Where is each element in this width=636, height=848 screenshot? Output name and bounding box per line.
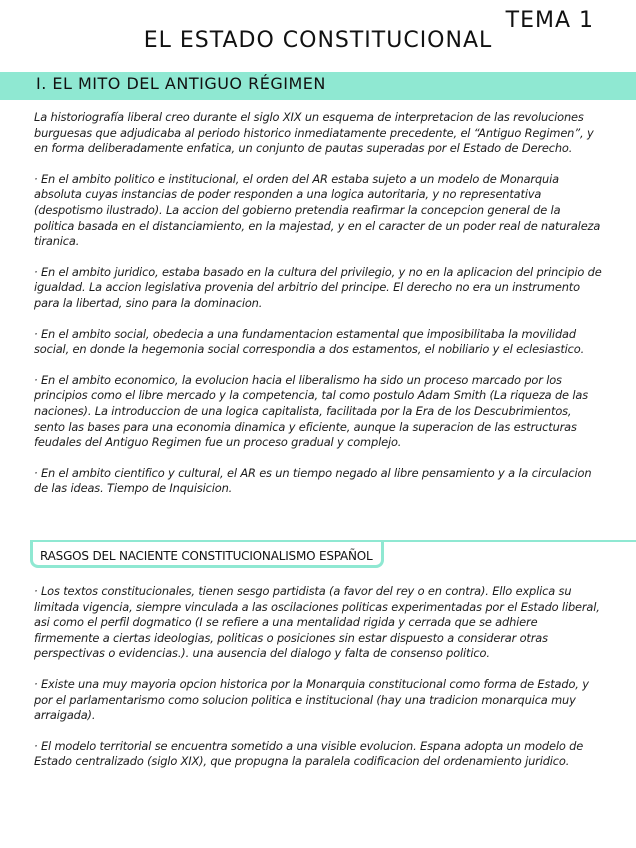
paragraph-juridico: · En el ambito juridico, estaba basado en la cultura del privilegio, y no en la aplicacion del principio de igualdad. La accion legislativa provenia del arbitrio del principe. El derecho no era un instrumento para la libertad, sino para la dominacion. bbox=[34, 264, 602, 310]
section-rasgos-body bbox=[34, 584, 604, 785]
subsection-title-rasgos: RASGOS DEL NACIENTE CONSTITUCIONALISMO ESPAÑOL bbox=[40, 549, 373, 563]
section-mito-body bbox=[34, 110, 604, 512]
paragraph-economico: · En el ambito economico, la evolucion hacia el liberalismo ha sido un proceso marcado por los principios como el libre mercado y la competencia, tal como postulo Adam Smith (La riqueza de las naciones). La introduccion de una logica capitalista, facilitada por la Era de los Descubrimientos, sento las bases para una economia dinamica y eficiente, aunque la superacion de las estructuras feudales del Antiguo Regimen fue un proceso gradual y complejo. bbox=[34, 372, 589, 450]
section-title-mito: I. EL MITO DEL ANTIGUO RÉGIMEN bbox=[36, 74, 326, 93]
paragraph-territorial: · El modelo territorial se encuentra sometido a una visible evolucion. Espana adopta un modelo de Estado centralizado (siglo XIX), que propugna la paralela codificacion del ordenamiento juridico. bbox=[34, 738, 584, 769]
paragraph-social: · En el ambito social, obedecia a una fundamentacion estamental que imposibilitaba la movilidad social, en donde la hegemonia social correspondia a dos estamentos, el nobiliario y el eclesiastico. bbox=[34, 326, 585, 357]
paragraph-cientifico: · En el ambito cientifico y cultural, el AR es un tiempo negado al libre pensamiento y a la circulacion de las ideas. Tiempo de Inquisicion. bbox=[34, 465, 592, 496]
paragraph-monarquia: · Existe una muy mayoria opcion historica por la Monarquia constitucional como forma de Estado, y por el parlamentarismo como solucion politica e institucional (hay una tradicion monarquica muy arraigada). bbox=[34, 676, 589, 723]
paragraph-textos: · Los textos constitucionales, tienen sesgo partidista (a favor del rey o en contra). Ello explica su limitada vigencia, siempre vinculada a las oscilaciones politicas experimentadas por el Estado liberal, asi como el perfil dogmatico (I se refiere a una mentalidad rigida y cerrada que se adhiere firmemente a ciertas ideologias, politicas o posiciones sin estar dispuesto a considerar otras perspectivas o evidencias.). una ausencia del dialogo y falta de consenso politico. bbox=[34, 584, 600, 661]
page-title: EL ESTADO CONSTITUCIONAL bbox=[143, 28, 493, 53]
paragraph-politico: · En el ambito politico e institucional, el orden del AR estaba sujeto a un modelo de Monarquia absoluta cuyas instancias de poder responden a una logica autoritaria, y no representativa (despotismo ilustrado). La accion del gobierno pretendia reafirmar la concepcion general de la politica basada en el distanciamiento, en la majestad, y en el caracter de un poder real de naturaleza tiranica. bbox=[34, 171, 601, 249]
paragraph-intro: La historiografía liberal creo durante el siglo XIX un esquema de interpretacion de las revoluciones burguesas que adjudicaba al periodo historico inmediatamente precedente, el “Antiguo Regimen”, y en forma deliberadamente enfatica, un conjunto de pautas superadas por el Estado de Derecho. bbox=[34, 110, 594, 156]
tema-label: TEMA 1 bbox=[505, 8, 594, 33]
